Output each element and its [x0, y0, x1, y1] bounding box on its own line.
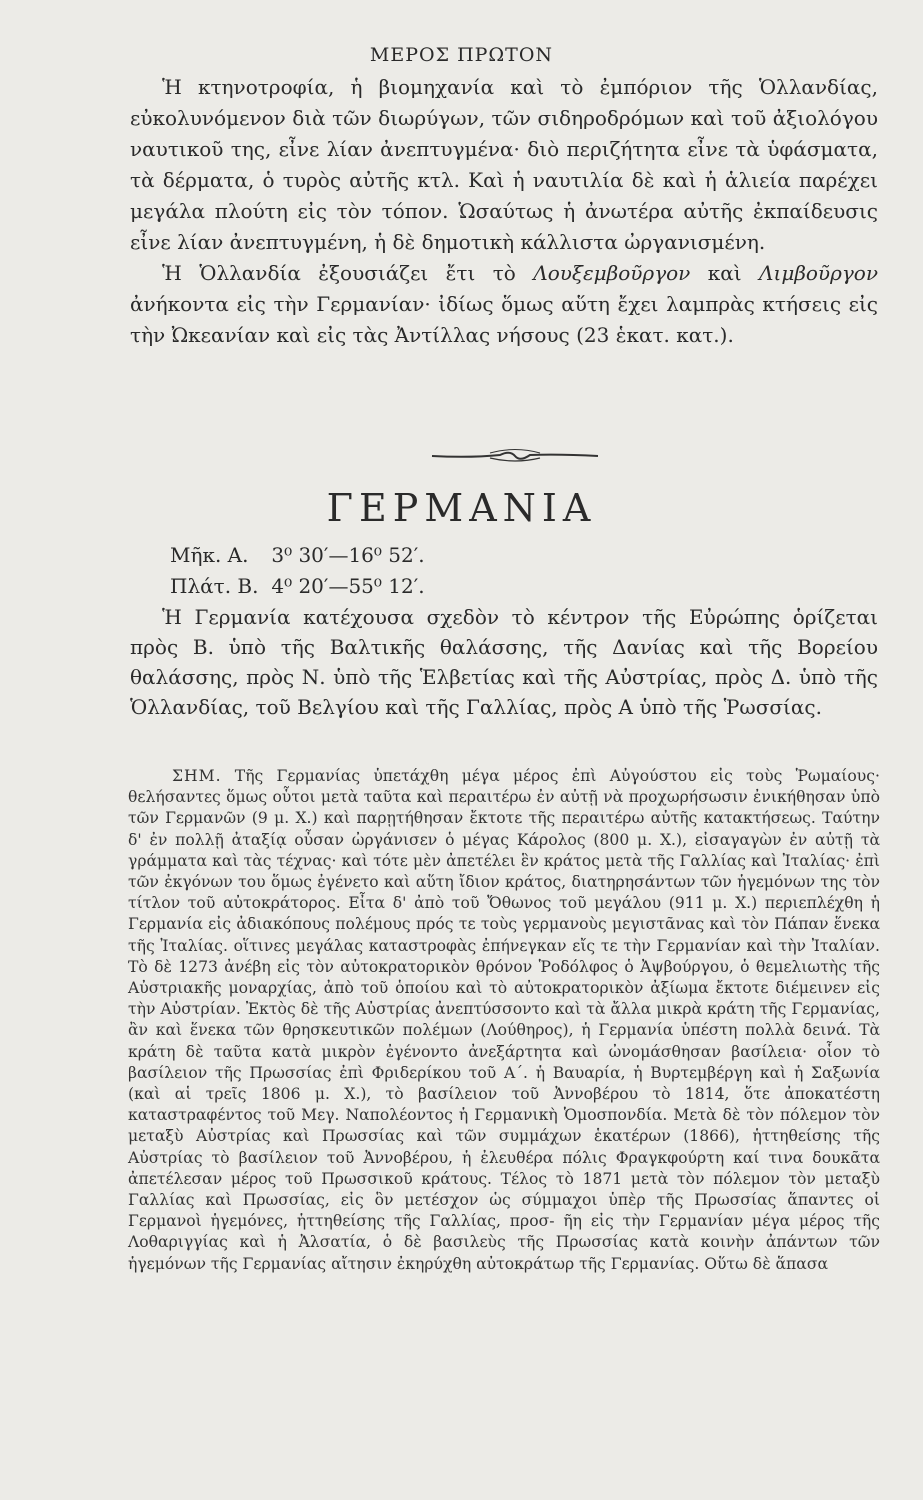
note-label: ΣΗΜ.	[172, 767, 222, 785]
germany-borders-paragraph: Ἡ Γερμανία κατέχουσα σχεδὸν τὸ κέντρον τῆς Εὐρώπης ὁρίζεται πρὸς Β. ὑπὸ τῆς Βαλτικῆς θαλάσσης, τῆς Δανίας καὶ τῆς Βορείου θαλάσσης, πρὸς Ν. ὑπὸ τῆς Ἑλβετίας καὶ τῆς Αὐστρίας, πρὸς Δ. ὑπὸ τῆς Ὁλλανδίας, τοῦ Βελγίου καὶ τῆς Γαλλίας, πρὸς Α ὑπὸ τῆς Ῥωσσίας.	[130, 605, 878, 719]
note-text: Τῆς Γερμανίας ὑπετάχθη μέγα μέρος ἐπὶ Αὐγούστου εἰς τοὺς Ῥωμαίους· θελήσαντες ὅμως οὗτοι μετὰ ταῦτα καὶ περαιτέρω ἐν αὐτῇ νὰ προχωρήσωσιν ἐνικήθησαν ὑπὸ τῶν Γερμανῶν (9 μ. Χ.) καὶ παρῃτήθησαν ἔκτοτε τῆς περαιτέρω αὐτῆς κατακτήσεως. Ταύτην δ' ἐν πολλῇ ἀταξίᾳ οὖσαν ὠργάνισεν ὁ μέγας Κάρολος (800 μ. Χ.), εἰσαγαγὼν ἐν αὐτῇ τὰ γράμματα καὶ τὰς τέχνας· καὶ τότε μὲν ἀπετέλει ἓν κράτος μετὰ τῆς Γαλλίας καὶ Ἰταλίας· ἐπὶ τῶν ἐκγόνων του ὅμως ἐγένετο καὶ αὕτη ἴδιον κράτος, διατηρησάντων τῶν ἡγεμόνων της τὸν τίτλον τοῦ αὐτοκράτορος. Εἶτα δ' ἀπὸ τοῦ Ὄθωνος τοῦ μεγάλου (911 μ. Χ.) περιεπλέχθη ἡ Γερμανία εἰς ἀδιακόπους πολέμους πρός τε τοὺς γερμανοὺς μεγιστᾶνας καὶ τὸν Πάπαν ἕνεκα τῆς Ἰταλίας. οἵτινες μεγάλας καταστροφὰς ἐπήνεγκαν εἴς τε τὴν Γερμανίαν καὶ τὴν Ἰταλίαν. Τὸ δὲ 1273 ἀνέβη εἰς τὸν αὐτοκρατορικὸν θρόνον Ῥοδόλφος ὁ Ἀψβούργου, ὁ θεμελιωτὴς τῆς Αὐστριακῆς μοναρχίας, ἀπὸ τοῦ ὁποίου καὶ τὸ αὐτοκρατορικὸν ἀξίωμα ἔκτοτε διέμεινεν εἰς τὴν Αὐστρίαν. Ἐκτὸς δὲ τῆς Αὐστρίας ἀνεπτύσσοντο καὶ τὰ ἄλλα μικρὰ κράτη τῆς Γερμανίας, ἂν καὶ ἕνεκα τῶν θρησκευτικῶν πολέμων (Λούθηρος), ἡ Γερμανία ὑπέστη πολλὰ δεινά. Τὰ κράτη δὲ ταῦτα κατὰ μικρὸν ἐγένοντο ἀνεξάρτητα καὶ ὠνομάσθησαν βασίλεια· οἷον τὸ βασίλειον τῆς Πρωσσίας ἐπὶ Φριδερίκου τοῦ Α΄. ἡ Βαυαρία, ἡ Βυρτεμβέργη καὶ ἡ Σαξωνία (καὶ αἱ τρεῖς 1806 μ. Χ.), τὸ βασίλειον τοῦ Ἀννοβέρου τὸ 1814, ὅτε ἀποκατέστη καταστραφέντος τοῦ Μεγ. Ναπολέοντος ἡ Γερμανικὴ Ὁμοσπονδία. Μετὰ δὲ τὸν πόλεμον τὸν μεταξὺ Αὐστρίας καὶ Πρωσσίας καὶ τῶν συμμάχων ἑκατέρων (1866), ἡττηθείσης τῆς Αὐστρίας τὸ βασίλειον τοῦ Ἀννοβέρου, ἡ ἐλευθέρα πόλις Φραγκφούρτη καί τινα δουκᾶτα ἀπετέλεσαν μέρος τοῦ Πρωσσικοῦ κράτους. Τέλος τὸ 1871 μετὰ τὸν πόλεμον τὸν μεταξὺ Γαλλίας καὶ Πρωσσίας, εἰς ὃν μετέσχον ὡς σύμμαχοι ὑπὲρ τῆς Πρωσσίας ἅπαντες οἱ Γερμανοὶ ἡγεμόνες, ἡττηθείσης τῆς Γαλλίας, προσ- ῆη εἰς τὴν Γερμανίαν μέγα μέρος τῆς Λοθαριγγίας καὶ ἡ Ἀλσατία, ὁ δὲ βασιλεὺς τῆς Πρωσσίας κατὰ κοινὴν ἀπάντων τῶν ἡγεμόνων τῆς Γερμανίας αἴτησιν ἐκηρύχθη αὐτοκράτωρ τῆς Γερμανίας. Οὕτω δὲ ἅπασα	[128, 767, 880, 1273]
longitude-row	[170, 540, 425, 571]
possessions-text-after: ἀνήκοντα εἰς τὴν Γερμανίαν· ἰδίως ὅμως αὕτη ἔχει λαμπρὰς κτήσεις εἰς τὴν Ὠκεανίαν καὶ εἰς τὰς Ἀντίλλας νήσους (23 ἑκατ. κατ.).	[130, 292, 878, 347]
latitude-row	[170, 571, 425, 602]
longitude-value: 3⁰ 30′—16⁰ 52′.	[271, 543, 425, 567]
holland-section	[130, 72, 878, 351]
running-header: ΜΕΡΟΣ ΠΡΩΤΟΝ	[369, 44, 554, 66]
section-title-germany: ΓΕΡΜΑΝΙΑ	[326, 486, 597, 530]
possessions-text-mid: καὶ	[690, 261, 760, 285]
latitude-value: 4⁰ 20′—55⁰ 12′.	[271, 574, 425, 598]
germany-borders-section	[130, 602, 878, 722]
section-divider-ornament	[430, 446, 600, 466]
history-note-paragraph	[128, 766, 880, 1275]
history-note	[128, 766, 880, 1275]
longitude-label: Μῆκ. Α.	[170, 543, 249, 567]
possessions-text-before: Ἡ Ὁλλανδία ἐξουσιάζει ἔτι τὸ	[162, 261, 534, 285]
limburg-name: Λιμβοῦργον	[759, 261, 878, 285]
luxembourg-name: Λουξεμβοῦργον	[533, 261, 691, 285]
holland-economy-paragraph: Ἡ κτηνοτροφία, ἡ βιομηχανία καὶ τὸ ἐμπόριον τῆς Ὁλλανδίας, εὐκολυνόμενον διὰ τῶν διωρύγων, τῶν σιδηροδρόμων καὶ τοῦ ἀξιολόγου ναυτικοῦ της, εἶνε λίαν ἀνεπτυγμένα· διὸ περιζήτητα εἶνε τὰ ὑφάσματα, τὰ δέρματα, ὁ τυρὸς αὐτῆς κτλ. Καὶ ἡ ναυτιλία δὲ καὶ ἡ ἁλιεία παρέχει μεγάλα πλούτη εἰς τὸν τόπον. Ὡσαύτως ἡ ἀνωτέρα αὐτῆς ἐκπαίδευσις εἶνε λίαν ἀνεπτυγμένη, ἡ δὲ δημοτικὴ κάλλιστα ὠργανισμένη.	[130, 75, 878, 254]
holland-possessions-paragraph	[130, 258, 878, 351]
latitude-label: Πλάτ. Β.	[170, 574, 259, 598]
coordinates-block	[170, 540, 425, 602]
